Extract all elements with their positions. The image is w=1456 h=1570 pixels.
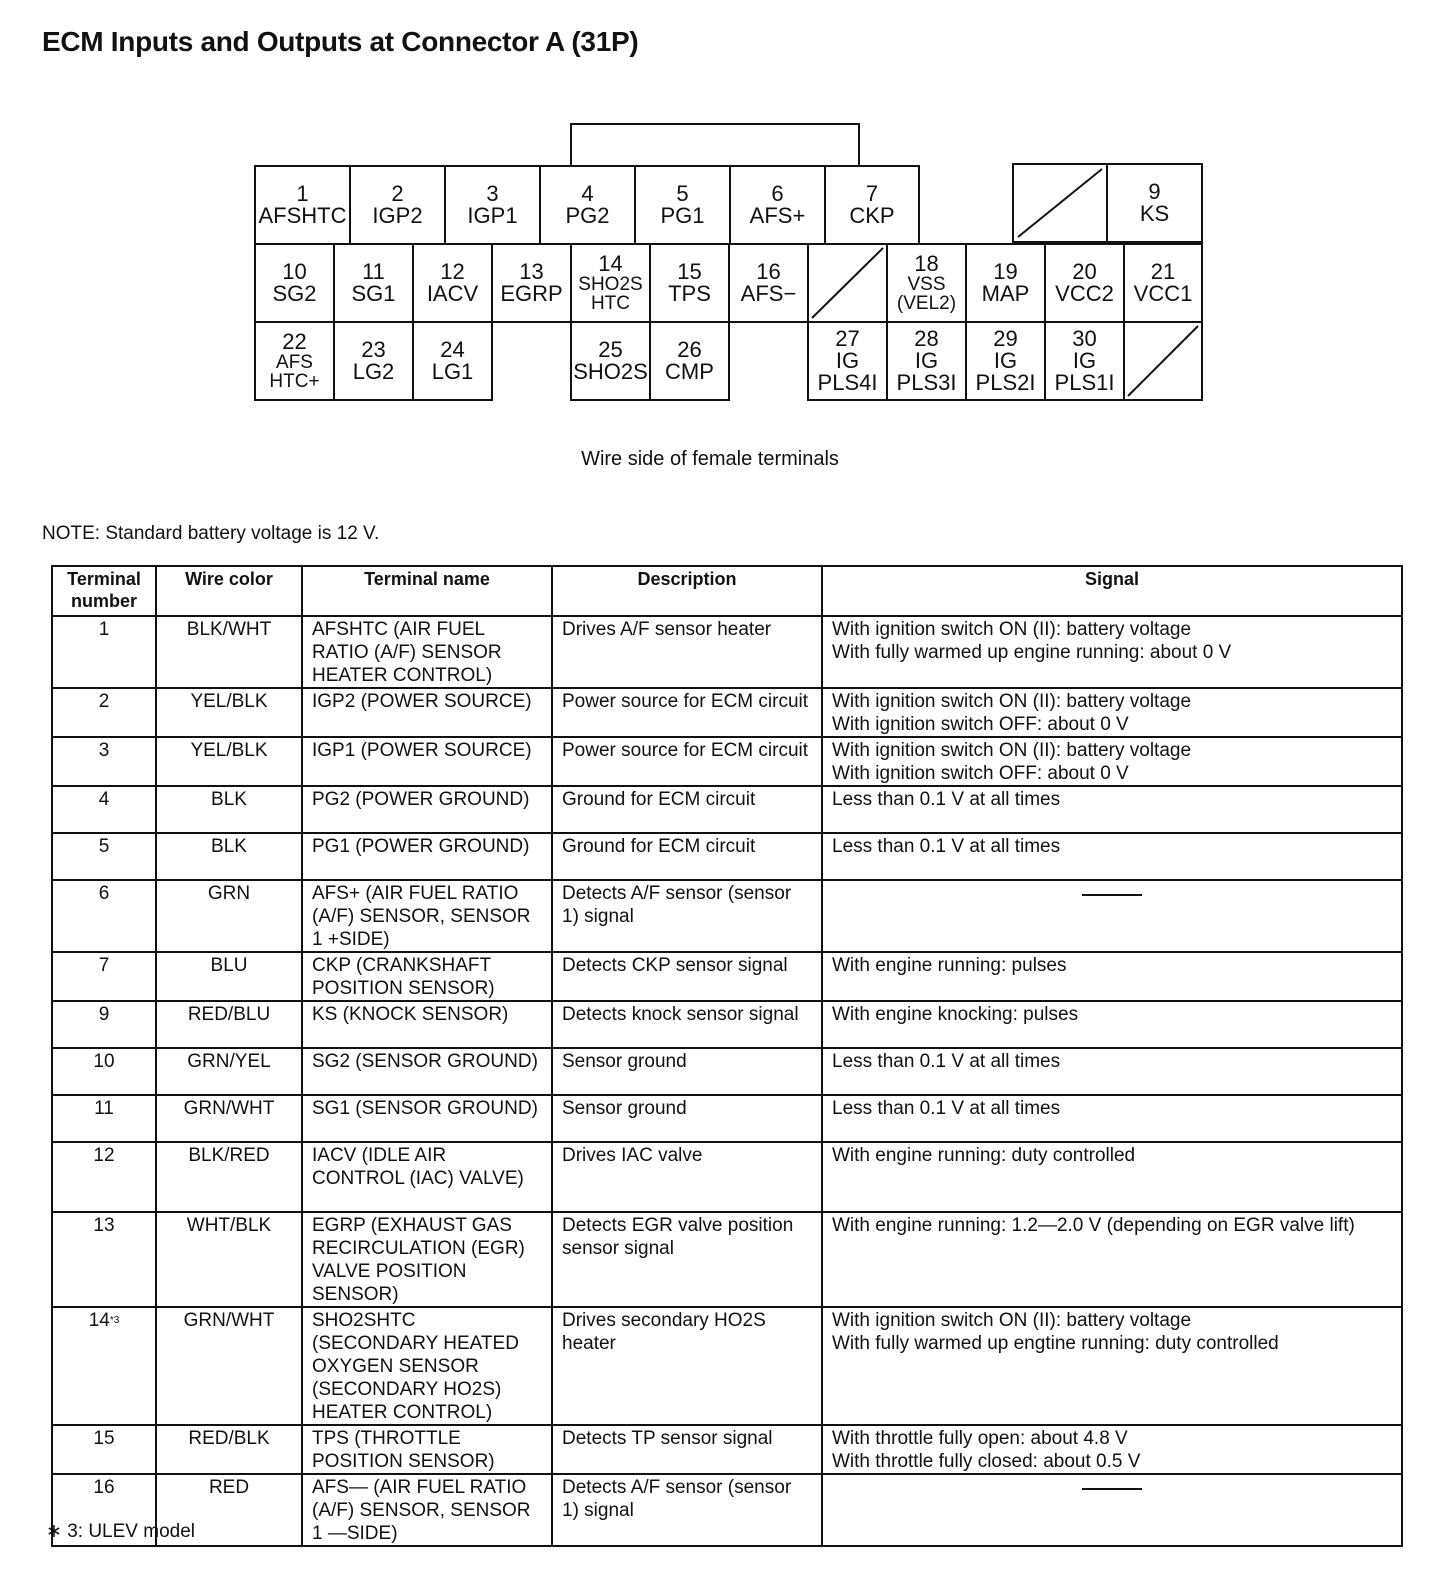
signal-cell [822,880,1402,952]
terminal-name-cell: IGP1 (POWER SOURCE) [302,737,552,786]
terminal-label: IGP2 [372,203,423,228]
terminal-label: SG2 [272,281,317,306]
terminal-label: SHO2S [573,359,648,384]
terminal-number-text: 2 [98,691,110,712]
terminal-11 [333,243,414,323]
terminal-number-cell [52,1425,156,1474]
terminal-label: VCC1 [1133,281,1193,306]
wire-color-cell: BLU [156,952,302,1001]
terminal-3 [444,165,541,245]
table-row [52,880,1402,952]
signal-cell: With engine knocking: pulses [822,1001,1402,1048]
table-header-row [52,566,1402,616]
terminal-number-cell [52,1095,156,1142]
terminal-label: IG PLS1I [1054,348,1115,395]
signal-cell: Less than 0.1 V at all times [822,1095,1402,1142]
terminal-number-text: 13 [93,1215,115,1236]
terminal-number-cell [52,1307,156,1425]
header-signal: Signal [822,566,1402,616]
header-description: Description [552,566,822,616]
terminal-label: IG PLS2I [975,348,1036,395]
terminal-number-cell [52,880,156,952]
terminal-number: 30 [1072,326,1097,351]
terminal-number: 14 [598,251,623,276]
terminal-number: 12 [440,259,465,284]
terminal-number: 6 [771,181,784,206]
no-signal-dash [1082,1488,1142,1490]
terminal-label: IGP1 [467,203,518,228]
terminal-number-cell [52,833,156,880]
terminal-number-text: 3 [98,740,110,761]
terminal-number-text: 15 [93,1428,115,1449]
signal-cell: With engine running: pulses [822,952,1402,1001]
description-cell: Sensor ground [552,1095,822,1142]
terminal-label: VSS (VEL2) [896,274,957,314]
terminal-label: IG PLS4I [817,348,878,395]
terminal-number: 23 [361,337,386,362]
table-row [52,1095,1402,1142]
terminal-number-text: 7 [98,955,110,976]
terminal-27 [807,321,888,401]
table-row [52,833,1402,880]
terminal-22 [254,321,335,401]
empty-terminal-slash [1125,323,1201,399]
terminal-number: 16 [756,259,781,284]
page-title: ECM Inputs and Outputs at Connector A (31P) [42,26,639,57]
terminal-29 [965,321,1046,401]
description-cell: Ground for ECM circuit [552,786,822,833]
terminal-number: 20 [1072,259,1097,284]
table-row [52,1001,1402,1048]
terminal-16 [728,243,809,323]
terminal-20 [1044,243,1125,323]
wire-color-cell: BLK/RED [156,1142,302,1212]
terminal-number-text: 5 [98,836,110,857]
table-row [52,737,1402,786]
terminal-number-text: 16 [93,1477,115,1498]
terminal-number: 3 [486,181,499,206]
terminal-name-cell: PG1 (POWER GROUND) [302,833,552,880]
terminal-number-text: 6 [98,883,110,904]
terminal-number-text: 11 [94,1098,114,1119]
connector-lock-tab [570,123,860,167]
table-row [52,1142,1402,1212]
terminal-number: 10 [282,259,307,284]
terminal-label: VCC2 [1055,281,1114,306]
terminal-label: LG2 [352,359,395,384]
terminal-number: 5 [676,181,689,206]
no-signal-dash [1082,894,1142,896]
terminal-label: SG1 [351,281,396,306]
terminal-number: 22 [282,329,307,354]
description-cell: Ground for ECM circuit [552,833,822,880]
terminal-number: 9 [1148,179,1161,204]
terminal-name-cell: AFSHTC (AIR FUEL RATIO (A/F) SENSOR HEATER CONTROL) [302,616,552,688]
terminal-label: CKP [849,203,895,228]
diagram-caption: Wire side of female terminals [581,448,839,470]
footnote-marker: *3 [109,1315,120,1326]
terminal-number: 15 [677,259,702,284]
terminal-4 [539,165,636,245]
terminal-number: 7 [865,181,879,206]
table-row [52,952,1402,1001]
terminal-number: 4 [581,181,594,206]
terminal-number: 28 [914,326,939,351]
terminal-number: 24 [440,337,465,362]
terminal-number: 27 [835,326,860,351]
signal-cell: Less than 0.1 V at all times [822,1048,1402,1095]
terminal-label: PG1 [660,203,705,228]
terminal-number: 21 [1150,259,1176,284]
terminal-25 [570,321,651,401]
terminal-name-cell: TPS (THROTTLE POSITION SENSOR) [302,1425,552,1474]
terminal-10 [254,243,335,323]
empty-terminal-slash [809,245,886,321]
terminal-label: AFS+ [749,203,806,228]
wire-color-cell: RED [156,1474,302,1546]
table-row [52,1212,1402,1307]
terminal-26 [649,321,730,401]
terminal-30 [1044,321,1125,401]
terminal-name-cell: SG1 (SENSOR GROUND) [302,1095,552,1142]
terminal-number-text: 12 [93,1145,115,1166]
terminal-name-cell: SG2 (SENSOR GROUND) [302,1048,552,1095]
signal-cell: With throttle fully open: about 4.8 V With throttle fully closed: about 0.5 V [822,1425,1402,1474]
wire-color-cell: YEL/BLK [156,737,302,786]
description-cell: Detects knock sensor signal [552,1001,822,1048]
terminal-number: 26 [677,337,702,362]
terminal-5 [634,165,731,245]
empty-terminal-slash [1014,165,1106,241]
terminal-label: PG2 [565,203,610,228]
terminal-number-text: 14 [88,1310,110,1331]
description-cell: Detects TP sensor signal [552,1425,822,1474]
terminal-number-cell [52,616,156,688]
terminal-12 [412,243,493,323]
description-cell: Drives IAC valve [552,1142,822,1212]
header-wire-color: Wire color [156,566,302,616]
terminal-name-cell: IACV (IDLE AIR CONTROL (IAC) VALVE) [302,1142,552,1212]
terminal-number-cell [52,786,156,833]
wire-color-cell: BLK/WHT [156,616,302,688]
wire-color-cell: RED/BLK [156,1425,302,1474]
description-cell: Detects A/F sensor (sensor 1) signal [552,880,822,952]
terminal-19 [965,243,1046,323]
terminal-label: AFS− [740,281,797,306]
terminal-7 [824,165,920,245]
wire-color-cell: BLK [156,786,302,833]
wire-color-cell: GRN [156,880,302,952]
footnote: ∗ 3: ULEV model [46,1521,195,1542]
description-cell: Detects CKP sensor signal [552,952,822,1001]
table-row [52,1474,1402,1546]
terminal-13 [491,243,572,323]
terminal-name-cell: SHO2SHTC (SECONDARY HEATED OXYGEN SENSOR (SECONDARY HO2S) HEATER CONTROL) [302,1307,552,1425]
terminal-number-cell [52,1212,156,1307]
terminal-number-text: 9 [98,1004,110,1025]
wire-color-cell: GRN/WHT [156,1095,302,1142]
signal-cell: With engine running: duty controlled [822,1142,1402,1212]
table-row [52,1425,1402,1474]
terminal-number-cell [52,952,156,1001]
signal-cell [822,1474,1402,1546]
terminal-number: 1 [296,181,309,206]
description-cell: Detects A/F sensor (sensor 1) signal [552,1474,822,1546]
wire-color-cell: WHT/BLK [156,1212,302,1307]
signal-cell: Less than 0.1 V at all times [822,786,1402,833]
terminal-label: KS [1139,201,1170,226]
terminal-number-text: 1 [98,619,110,640]
signal-cell: With ignition switch ON (II): battery voltage With fully warmed up engine running: about 0 V [822,616,1402,688]
terminal-label: AFS HTC+ [269,352,320,392]
terminal-number-cell [52,1142,156,1212]
terminal-number: 18 [914,251,939,276]
wire-color-cell: GRN/YEL [156,1048,302,1095]
terminal-name-cell: AFS— (AIR FUEL RATIO (A/F) SENSOR, SENSOR 1 —SIDE) [302,1474,552,1546]
table-row [52,688,1402,737]
terminal-number-cell [52,688,156,737]
terminal-label: SHO2S HTC [578,274,643,314]
terminal-empty-17 [807,243,888,323]
terminal-number: 2 [391,181,404,206]
terminal-number: 11 [362,259,385,284]
terminal-number-text: 4 [98,789,110,810]
terminal-name-cell: IGP2 (POWER SOURCE) [302,688,552,737]
table-row [52,1048,1402,1095]
terminal-label: CMP [665,359,714,384]
terminal-number: 29 [993,326,1018,351]
description-cell: Power source for ECM circuit [552,688,822,737]
terminal-label: MAP [981,281,1030,306]
header-terminal-number: Terminal number [52,566,156,616]
terminal-label: AFSHTC [258,203,347,228]
terminal-number-cell [52,1048,156,1095]
terminal-6 [729,165,826,245]
terminal-number: 19 [993,259,1018,284]
terminal-empty-31 [1123,321,1203,401]
terminal-label: LG1 [431,359,474,384]
terminal-23 [333,321,414,401]
terminal-number: 25 [598,337,623,362]
description-cell: Drives secondary HO2S heater [552,1307,822,1425]
terminal-name-cell: CKP (CRANKSHAFT POSITION SENSOR) [302,952,552,1001]
signal-cell: With engine running: 1.2—2.0 V (depending on EGR valve lift) [822,1212,1402,1307]
terminal-1 [254,165,351,245]
terminal-number: 13 [519,259,544,284]
wire-color-cell: RED/BLU [156,1001,302,1048]
description-cell: Detects EGR valve position sensor signal [552,1212,822,1307]
table-row [52,1307,1402,1425]
terminal-name-cell: EGRP (EXHAUST GAS RECIRCULATION (EGR) VALVE POSITION SENSOR) [302,1212,552,1307]
wire-color-cell: BLK [156,833,302,880]
terminal-21 [1123,243,1203,323]
terminal-28 [886,321,967,401]
terminal-label: IACV [426,281,479,306]
terminal-18 [886,243,967,323]
connector-diagram [0,0,1456,420]
description-cell: Sensor ground [552,1048,822,1095]
terminal-table [51,565,1403,1547]
terminal-9 [1106,163,1203,243]
header-terminal-name: Terminal name [302,566,552,616]
terminal-label: IG PLS3I [896,348,957,395]
terminal-label: EGRP [500,281,563,306]
terminal-name-cell: PG2 (POWER GROUND) [302,786,552,833]
signal-cell: With ignition switch ON (II): battery voltage With ignition switch OFF: about 0 V [822,688,1402,737]
terminal-number-cell [52,737,156,786]
description-cell: Power source for ECM circuit [552,737,822,786]
terminal-name-cell: KS (KNOCK SENSOR) [302,1001,552,1048]
signal-cell: With ignition switch ON (II): battery voltage With ignition switch OFF: about 0 V [822,737,1402,786]
terminal-number-cell [52,1001,156,1048]
terminal-name-cell: AFS+ (AIR FUEL RATIO (A/F) SENSOR, SENSOR 1 +SIDE) [302,880,552,952]
table-row [52,786,1402,833]
terminal-14 [570,243,651,323]
wire-color-cell: YEL/BLK [156,688,302,737]
table-row [52,616,1402,688]
signal-cell: With ignition switch ON (II): battery voltage With fully warmed up engtine running: duty controlled [822,1307,1402,1425]
terminal-15 [649,243,730,323]
terminal-number-text: 10 [93,1051,115,1072]
terminal-2 [349,165,446,245]
description-cell: Drives A/F sensor heater [552,616,822,688]
wire-color-cell: GRN/WHT [156,1307,302,1425]
signal-cell: Less than 0.1 V at all times [822,833,1402,880]
terminal-empty-8 [1012,163,1108,243]
terminal-24 [412,321,493,401]
voltage-note: NOTE: Standard battery voltage is 12 V. [42,523,380,544]
terminal-label: TPS [668,281,711,306]
